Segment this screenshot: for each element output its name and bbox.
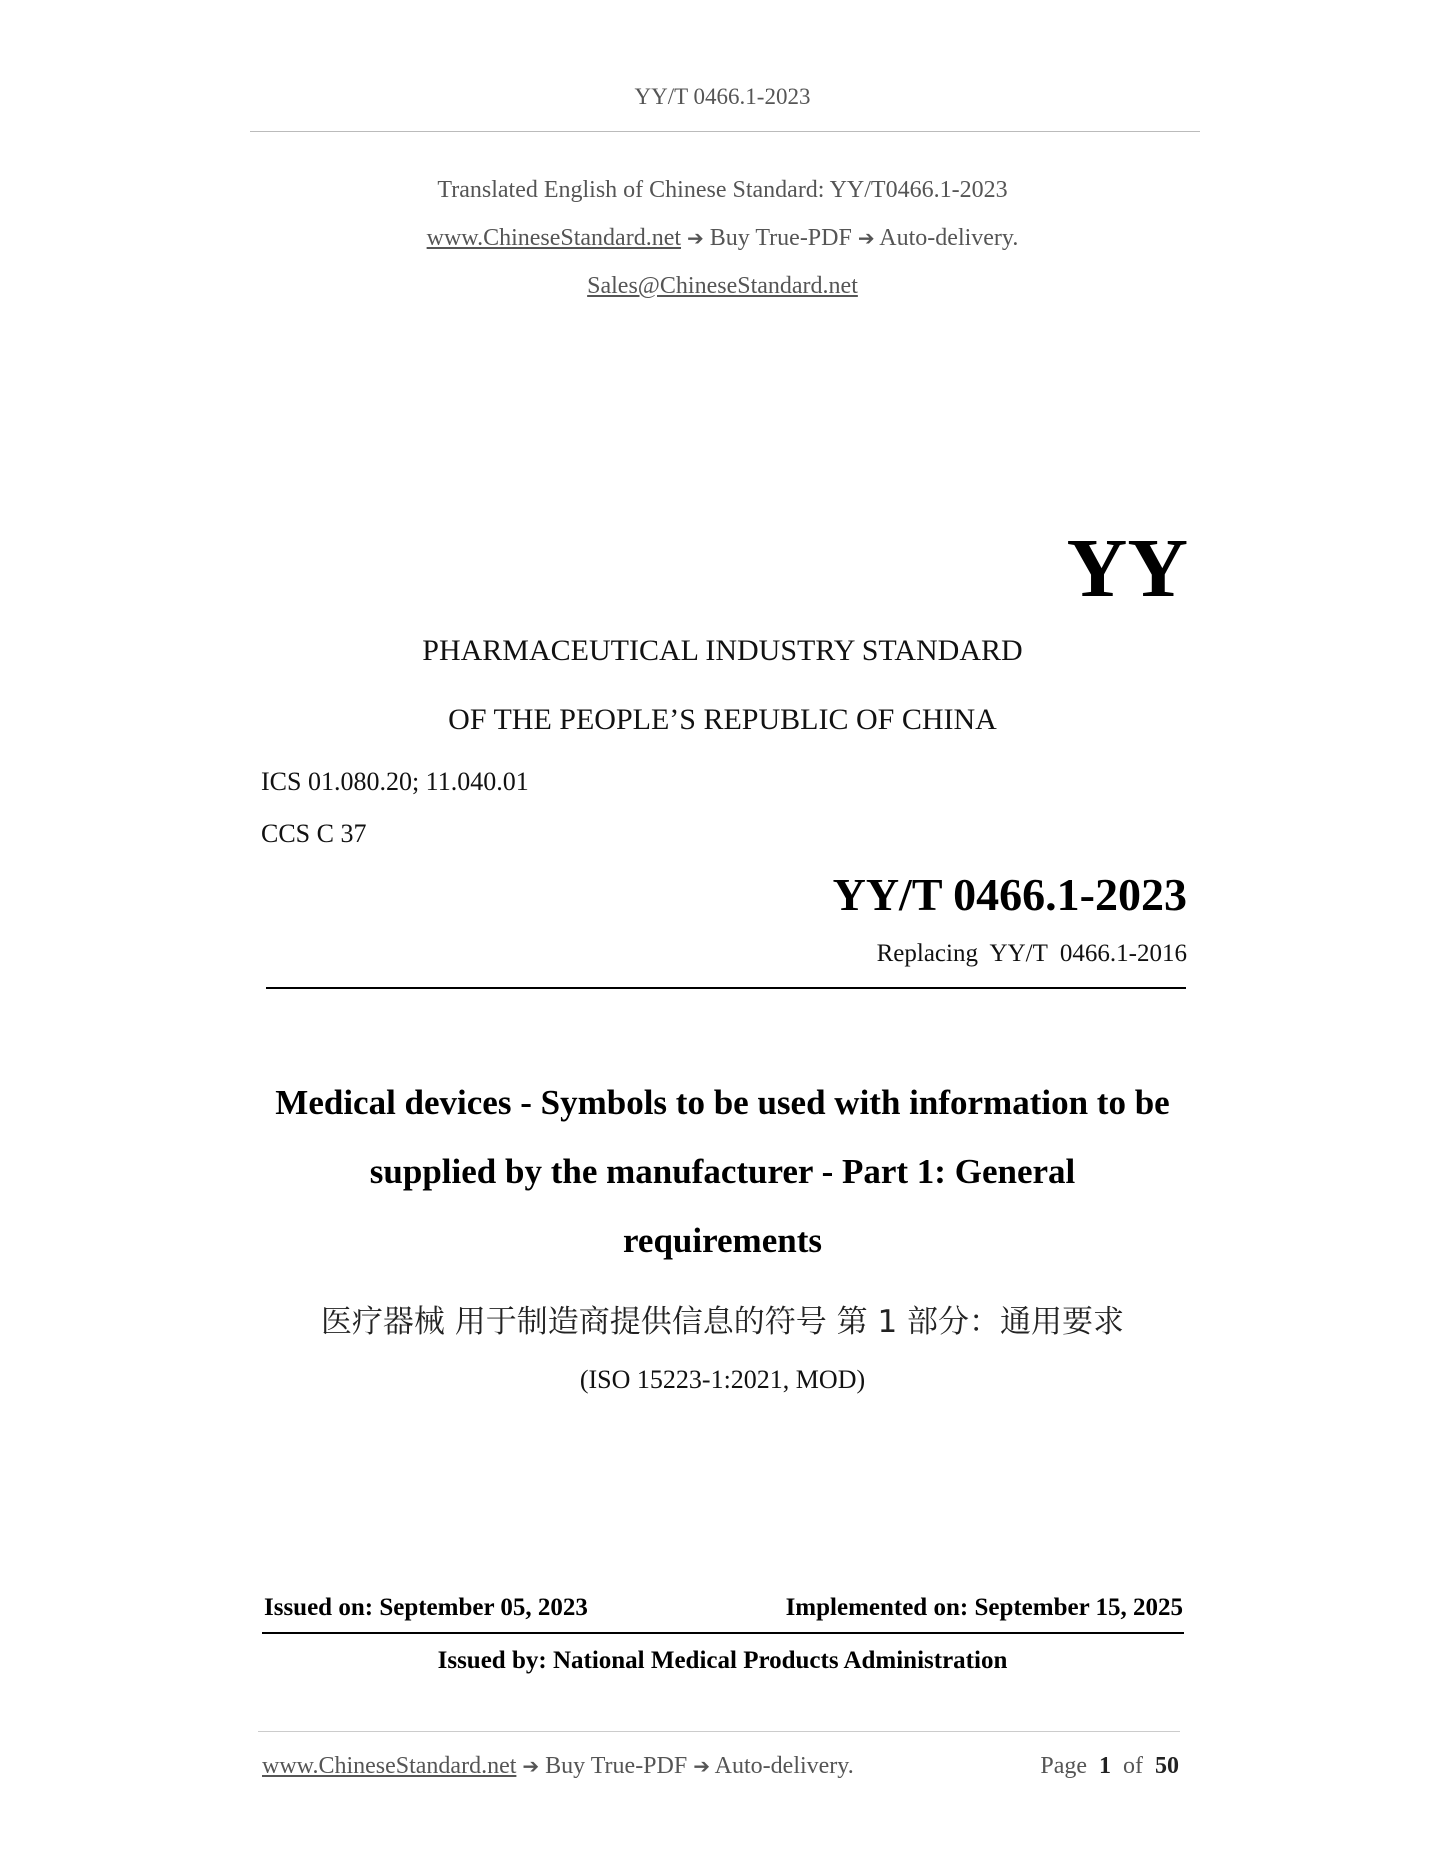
issue-divider <box>262 1632 1184 1634</box>
standard-mark: YY <box>1066 522 1188 615</box>
promo-email-line <box>0 273 1445 300</box>
page-total: 50 <box>1155 1753 1179 1779</box>
of-label: of <box>1123 1753 1143 1779</box>
issued-date: Issued on: September 05, 2023 <box>264 1594 588 1621</box>
promo-translation-line: Translated English of Chinese Standard: YY/T0466.1-2023 <box>437 177 1008 203</box>
issuing-authority: Issued by: National Medical Products Administration <box>437 1647 1008 1674</box>
header-rule <box>250 131 1200 132</box>
buy-pdf-text: Buy True-PDF <box>709 225 852 251</box>
page-number: 1 <box>1099 1753 1111 1779</box>
footer-rule <box>258 1731 1180 1732</box>
page-label: Page <box>1040 1753 1087 1779</box>
standard-type-line2: OF THE PEOPLE’S REPUBLIC OF CHINA <box>448 703 997 736</box>
promo-purchase-line <box>0 225 1445 252</box>
site-link[interactable]: www.ChineseStandard.net <box>426 225 682 251</box>
standard-type-line1: PHARMACEUTICAL INDUSTRY STANDARD <box>422 634 1023 667</box>
replacing-note: Replacing YY/T 0466.1-2016 <box>876 940 1187 967</box>
delivery-text: Auto-delivery. <box>879 225 1019 251</box>
arrow-right-icon: ➔ <box>522 1754 540 1778</box>
email-link[interactable]: Sales@ChineseStandard.net <box>587 273 858 299</box>
footer-site-link[interactable]: www.ChineseStandard.net <box>262 1753 517 1779</box>
page-indicator <box>1040 1753 1179 1780</box>
ccs-code: CCS C 37 <box>261 819 367 848</box>
standard-number: YY/T 0466.1-2023 <box>832 869 1187 920</box>
title-divider <box>266 987 1186 989</box>
title-line: supplied by the manufacturer - Part 1: General <box>369 1152 1076 1191</box>
footer-purchase-line <box>262 1753 854 1780</box>
chinese-title: 医疗器械 用于制造商提供信息的符号 第 1 部分：通用要求 <box>320 1304 1125 1340</box>
arrow-right-icon: ➔ <box>693 1754 710 1778</box>
running-header: YY/T 0466.1-2023 <box>634 84 811 109</box>
footer-delivery-text: Auto-delivery. <box>714 1753 854 1779</box>
document-title <box>0 1068 1445 1275</box>
iso-reference: (ISO 15223-1:2021, MOD) <box>579 1365 866 1394</box>
implemented-date: Implemented on: September 15, 2025 <box>785 1594 1183 1621</box>
arrow-right-icon: ➔ <box>857 226 875 250</box>
title-line: requirements <box>623 1221 822 1260</box>
title-line: Medical devices - Symbols to be used with information to be <box>275 1083 1170 1122</box>
arrow-right-icon: ➔ <box>687 226 704 250</box>
footer-buy-text: Buy True-PDF <box>545 1753 688 1779</box>
ics-code: ICS 01.080.20; 11.040.01 <box>261 767 529 796</box>
